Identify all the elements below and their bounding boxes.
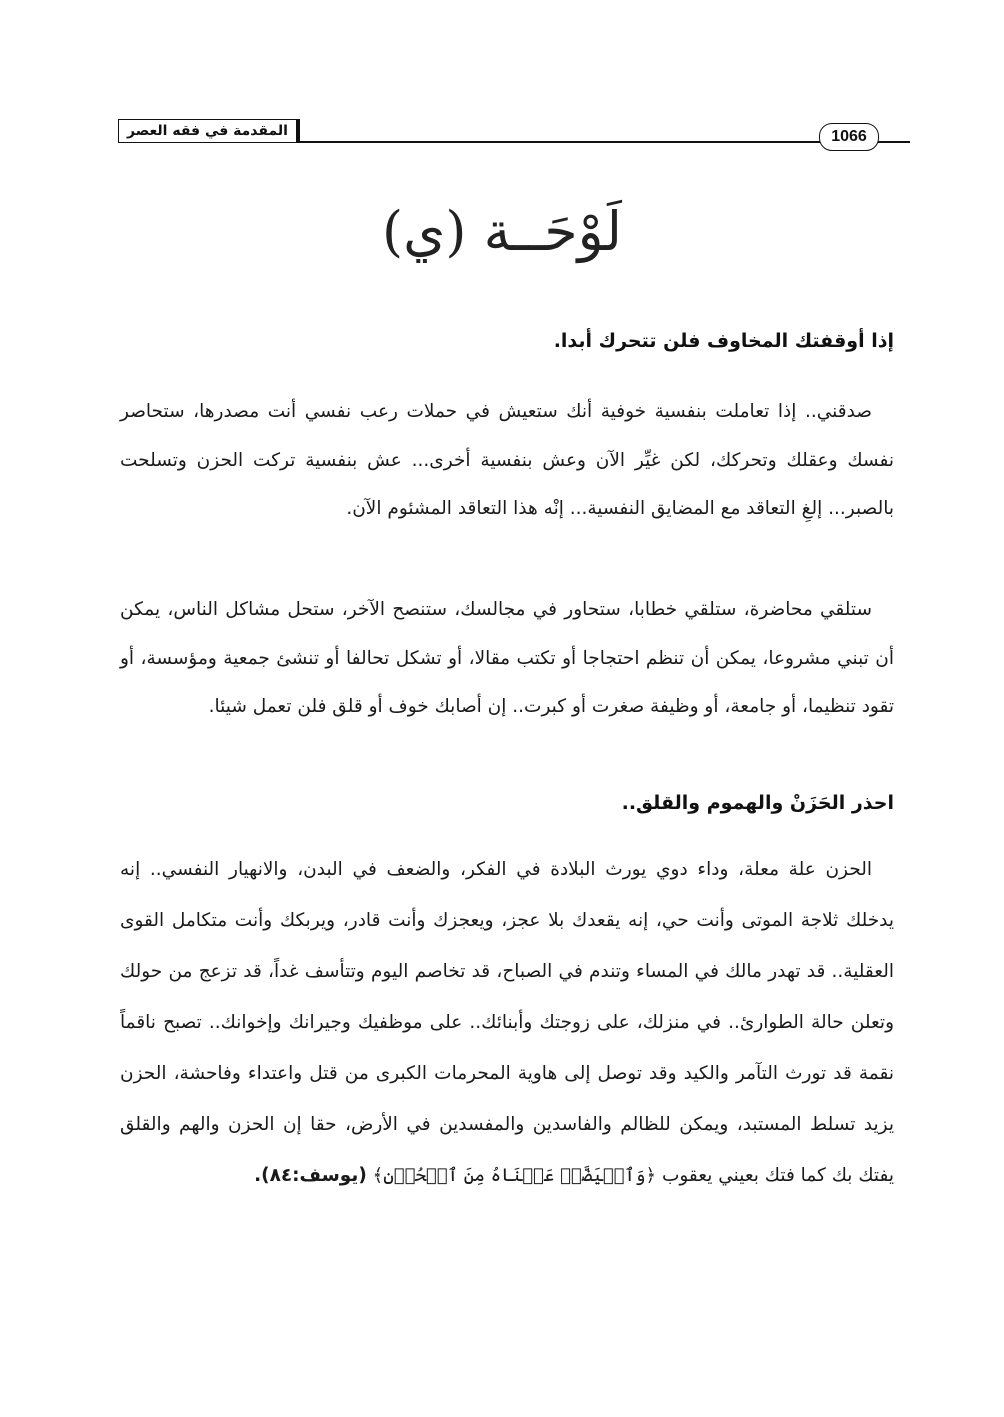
section-heading-sorrow: احذر الحَزَنْ والهموم والقلق.. bbox=[621, 792, 894, 814]
verse-reference: (يوسف:٨٤). bbox=[254, 1165, 367, 1186]
chapter-title: لَوْحَــة (ي) bbox=[382, 200, 622, 263]
paragraph-1: صدقني.. إذا تعاملت بنفسية خوفية أنك ستعيش في حملات رعب نفسي أنت مصدرها، ستحاصر نفسك وعقلك وتحركك، لكن غيِّر الآن وعش بنفسية أخرى... عش بنفسية تركت الحزن وتسلحت بالصبر... إلغِ التعاقد مع المضايق النفسية... إنْه هذا التعاقد المشئوم الآن. bbox=[120, 401, 894, 519]
paragraph-3 bbox=[120, 844, 894, 1201]
quran-verse: ﴿وَٱبۡيَضَّتۡ عَيۡنَاهُ مِنَ ٱلۡحُزۡنِ﴾ bbox=[372, 1165, 657, 1186]
section-heading-fears: إذا أوقفتك المخاوف فلن تتحرك أبدا. bbox=[553, 330, 894, 352]
paragraph-3-text: الحزن علة معلة، وداء دوي يورث البلادة في الفكر، والضعف في البدن، والانهيار النفسي.. إنه يدخلك ثلاجة الموتى وأنت حي، إنه يقعدك بلا عجز، ويعجزك وأنت قادر، ويربكك وأنت متكامل القوى العقلية.. قد تهدر مالك في المساء وتندم في الصباح، قد تخاصم اليوم وتتأسف غداً، قد تزعج من حولك وتعلن حالة الطوارئ.. في منزلك، على زوجتك وأبنائك.. على موظفيك وجيرانك وإخوانك.. تصبح ناقماً نقمة قد تورث التآمر والكيد وقد توصل إلى هاوية المحرمات الكبرى من قتل واعتداء وفاحشة، الحزن يزيد تسلط المستبد، ويمكن للظالم والفاسدين والمفسدين في الأرض، حقا إن الحزن والهم والقلق يفتك بك كما فتك بعيني يعقوب bbox=[120, 859, 894, 1186]
page-number: 1066 bbox=[819, 123, 879, 151]
running-header-title: المقدمة في فقه العصر bbox=[118, 119, 300, 143]
paragraph-2: ستلقي محاضرة، ستلقي خطابا، ستحاور في مجالسك، ستنصح الآخر، ستحل مشاكل الناس، يمكن أن تبني مشروعا، يمكن أن تنظم احتجاجا أو تكتب مقالا، أو تشكل تحالفا أو تنشئ جمعية ومؤسسة، أو تقود تنظيما، أو جامعة، أو وظيفة صغرت أو كبرت.. إن أصابك خوف أو قلق فلن تعمل شيئا. bbox=[120, 599, 894, 717]
